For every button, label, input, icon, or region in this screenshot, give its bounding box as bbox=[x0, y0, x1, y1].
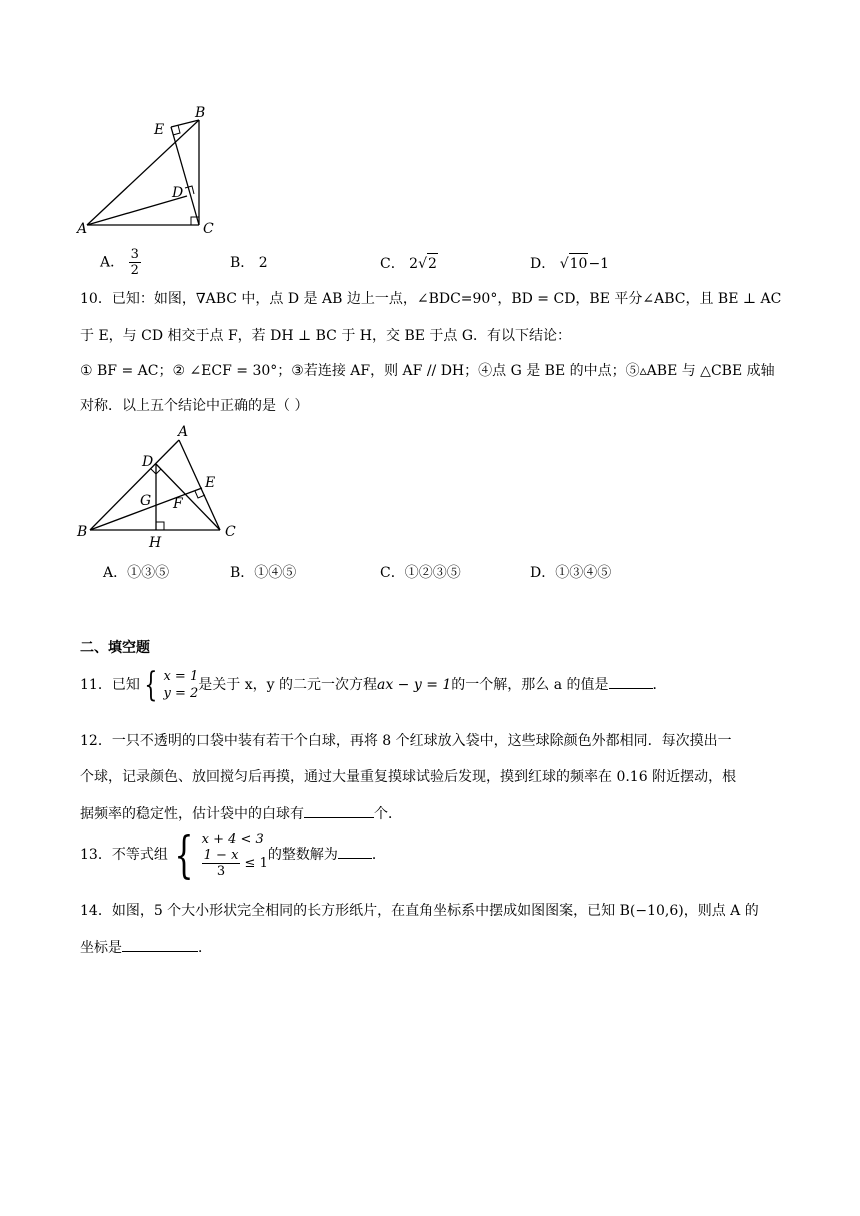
system-row-1: x + 4 < 3 bbox=[201, 832, 264, 847]
inequality-system bbox=[168, 826, 268, 884]
fraction bbox=[129, 247, 141, 278]
q10-line-1: 10．已知：如图，∇ABC 中，点 D 是 AB 边上一点，∠BDC=90°，BD = CD，BE 平分∠ABC，且 BE ⊥ AC bbox=[80, 291, 782, 307]
q11-middle: 是关于 x，y 的二元一次方程 bbox=[198, 677, 377, 693]
label-g: G bbox=[140, 493, 152, 509]
q14-line-1: 14．如图，5 个大小形状完全相同的长方形纸片，在直角坐标系中摆成如图图案，已知 B(−10,6)，则点 A 的 bbox=[80, 903, 759, 919]
q13-end: ． bbox=[371, 847, 386, 863]
brace-icon: { bbox=[174, 826, 194, 884]
system-row-2 bbox=[202, 848, 268, 879]
figure-q9 bbox=[75, 100, 225, 240]
coefficient: 2 bbox=[409, 256, 419, 272]
option-label: B． bbox=[230, 255, 255, 271]
section-title: 二、填空题 bbox=[80, 640, 150, 656]
label-e: E bbox=[205, 475, 216, 491]
label-e: E bbox=[154, 122, 165, 138]
option-label: D． bbox=[530, 256, 556, 272]
q14-line-2-pre: 坐标是 bbox=[80, 940, 122, 956]
numerator: 1 − x bbox=[203, 848, 239, 863]
q10-option-d[interactable]: D．①③④⑤ bbox=[530, 565, 612, 581]
equation-system bbox=[140, 665, 199, 705]
label-b: B bbox=[77, 524, 88, 540]
q11-end: ． bbox=[652, 677, 667, 693]
segment-ec bbox=[171, 127, 199, 225]
q13 bbox=[80, 826, 386, 884]
q11-suffix: 的一个解，那么 a 的值是 bbox=[451, 677, 609, 693]
q10-line-2: 于 E，与 CD 相交于点 F，若 DH ⊥ BC 于 H，交 BE 于点 G．有以下结论： bbox=[80, 328, 572, 344]
q12-line-3-post: 个． bbox=[374, 806, 402, 822]
answer-blank[interactable] bbox=[609, 674, 653, 689]
segment-ba bbox=[90, 440, 179, 530]
label-d: D bbox=[142, 454, 154, 470]
label-d: D bbox=[172, 185, 184, 201]
q12-line-3-pre: 据频率的稳定性，估计袋中的白球有 bbox=[80, 806, 304, 822]
q12-line-2: 个球，记录颜色、放回搅匀后再摸，通过大量重复摸球试验后发现，摸到红球的频率在 0.16 附近摆动，根 bbox=[80, 769, 737, 785]
label-h: H bbox=[149, 535, 162, 550]
label-b: B bbox=[195, 105, 206, 121]
q13-prefix: 13．不等式组 bbox=[80, 847, 168, 863]
numerator: 3 bbox=[130, 247, 139, 262]
q13-suffix: 的整数解为 bbox=[267, 847, 338, 863]
right-angle-h bbox=[156, 522, 164, 530]
figure-q10 bbox=[72, 420, 252, 550]
answer-blank[interactable] bbox=[338, 844, 372, 859]
label-c: C bbox=[225, 524, 236, 540]
segment-dc bbox=[156, 464, 220, 530]
q9-option-d[interactable] bbox=[530, 253, 609, 274]
q10-option-c[interactable]: C．①②③⑤ bbox=[380, 565, 461, 581]
denominator: 2 bbox=[130, 263, 139, 278]
answer-blank[interactable] bbox=[122, 937, 198, 952]
denominator: 3 bbox=[216, 864, 226, 879]
relation: ≤ 1 bbox=[244, 856, 268, 871]
option-label: C． bbox=[380, 256, 405, 272]
q10-line-3: ① BF = AC；② ∠ECF = 30°；③若连接 AF，则 AF // DH；④点 G 是 BE 的中点；⑤▵ABE 与 △CBE 成轴 bbox=[80, 363, 775, 379]
option-label: A． bbox=[100, 254, 125, 271]
label-a: A bbox=[178, 424, 189, 440]
label-f: F bbox=[173, 496, 183, 512]
system-row-1: x = 1 bbox=[163, 669, 199, 684]
q12-line-3 bbox=[80, 803, 780, 825]
q14-line-2 bbox=[80, 937, 780, 959]
radicand: 10 bbox=[569, 253, 589, 274]
q14-line-2-post: ． bbox=[198, 940, 212, 956]
sqrt-icon: √ bbox=[418, 256, 428, 272]
q11 bbox=[80, 665, 667, 705]
q11-equation: ax − y = 1 bbox=[376, 677, 452, 693]
q9-option-b[interactable] bbox=[230, 253, 268, 273]
sqrt-icon: √ bbox=[559, 256, 569, 272]
answer-blank[interactable] bbox=[304, 803, 374, 818]
q9-option-c[interactable] bbox=[380, 253, 438, 274]
q11-prefix: 11．已知 bbox=[80, 677, 140, 693]
q10-option-a[interactable]: A．①③⑤ bbox=[103, 565, 170, 581]
q9-option-a[interactable] bbox=[100, 247, 141, 278]
q10-line-4: 对称．以上五个结论中正确的是（ ） bbox=[80, 398, 309, 414]
option-tail: −1 bbox=[588, 256, 610, 272]
brace-icon: { bbox=[144, 665, 158, 705]
radicand: 2 bbox=[427, 253, 438, 274]
system-row-2: y = 2 bbox=[163, 686, 199, 701]
q12-line-1: 12．一只不透明的口袋中装有若干个白球，再将 8 个红球放入袋中，这些球除颜色外都相同．每次摸出一 bbox=[80, 733, 732, 749]
label-c: C bbox=[203, 221, 214, 237]
label-a: A bbox=[77, 221, 88, 237]
q10-option-b[interactable]: B．①④⑤ bbox=[230, 565, 297, 581]
option-value: 2 bbox=[258, 255, 268, 271]
